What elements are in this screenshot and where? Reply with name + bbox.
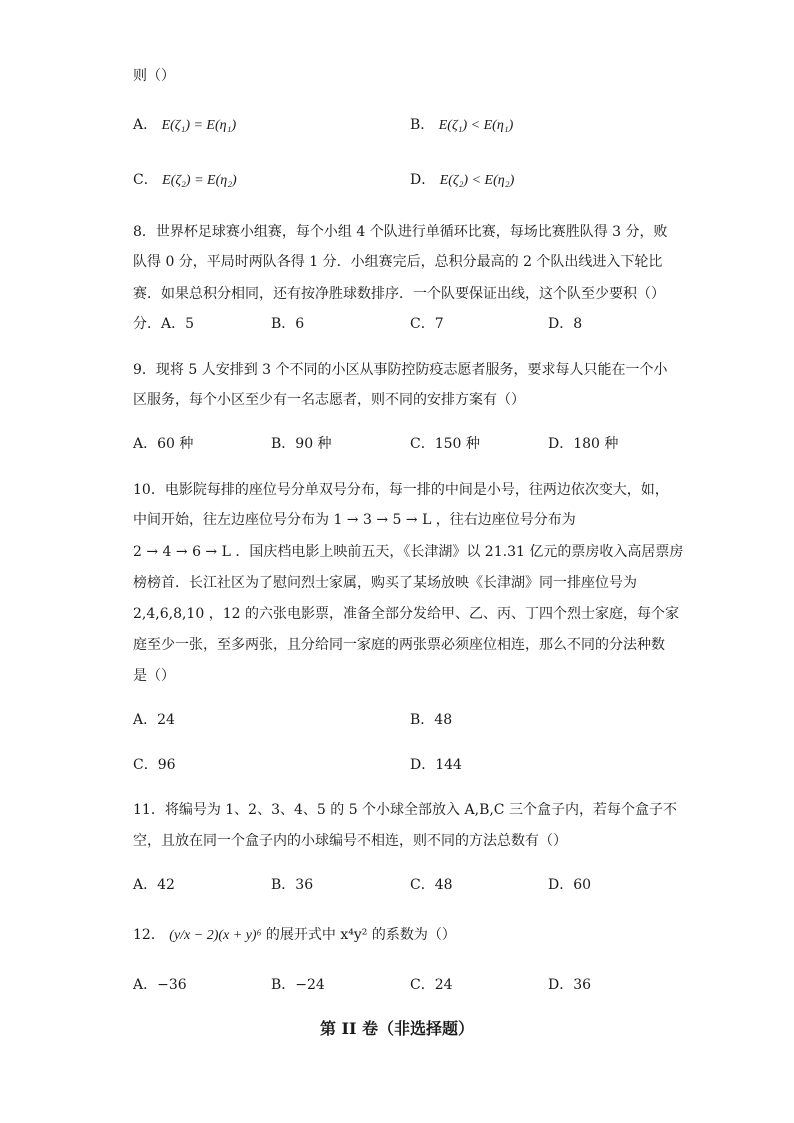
q9-option-c: C．150 种 [410,436,480,452]
q11-option-b: B．36 [271,877,314,893]
q11-option-c: C．48 [410,877,453,893]
q12-option-c: C．24 [410,977,453,993]
q8-line-3: 赛．如果总积分相同，还有按净胜球数排序．一个队要保证出线，这个队至少要积（） [133,286,665,302]
q8-option-b: B．6 [271,316,305,332]
q12-option-a: A．−36 [133,977,187,993]
q10-option-b: B．48 [410,712,453,728]
q7-option-b-expr: E(ζ₁) < E(η₁) [438,118,514,133]
q9-option-a: A．60 种 [133,436,194,452]
q10-option-a: A．24 [133,712,175,728]
q10-line-1: 10．电影院每排的座位号分单双号分布，每一排的中间是小号，往两边依次变大，如， [133,482,669,498]
q7-option-d [410,170,514,191]
q11-option-d: D．60 [548,877,592,893]
q7-option-b [410,115,513,136]
q9-option-b: B．90 种 [271,436,332,452]
q10-line-5: 2,4,6,8,10 ，12 的六张电影票，准备全部分发给甲、乙、丙、丁四个烈士家庭，每个家 [133,606,679,622]
q8-option-a: 分．A．5 [133,316,195,332]
q10-line-3: 2 → 4 → 6 → L ．国庆档电影上映前五天，《长津湖》以 21.31 亿元的票房收入高居票房 [133,544,684,560]
q7-option-d-expr: E(ζ₂) < E(η₂) [439,173,515,188]
q11-option-a: A．42 [133,877,175,893]
q7-option-a [133,115,236,136]
q8-line-1: 8．世界杯足球赛小组赛，每个小组 4 个队进行单循环比赛，每场比赛胜队得 3 分，败 [133,224,668,240]
q7-option-c [133,170,237,191]
q9-line-2: 区服务，每个小区至少有一名志愿者，则不同的安排方案有（） [133,392,525,408]
q10-option-d: D．144 [410,757,462,773]
q7-option-a-label: A． [133,117,158,133]
q12-suffix: 的展开式中 x⁴y² 的系数为（） [265,927,456,943]
q7-option-c-label: C． [133,172,158,188]
q12-option-b: B．−24 [271,977,325,993]
q7-option-b-label: B． [410,117,435,133]
q7-option-a-expr: E(ζ₁) = E(η₁) [161,118,237,133]
q10-line-6: 庭至少一张，至多两张，且分给同一家庭的两张票必须座位相连，那么不同的分法种数 [133,637,665,653]
section-title: 第 II 卷（非选择题） [319,1019,475,1038]
q7-tail: 则（） [133,68,175,84]
q12-option-d: D．36 [548,977,592,993]
q10-line-4: 榜榜首．长江社区为了慰问烈士家属，购买了某场放映《长津湖》同一排座位号为 [133,575,637,591]
q11-line-1: 11．将编号为 1、2、3、4、5 的 5 个小球全部放入 A,B,C 三个盒子内，若每个盒子不 [133,802,677,818]
q9-option-d: D．180 种 [548,436,619,452]
q11-line-2: 空，且放在同一个盒子内的小球编号不相连，则不同的方法总数有（） [133,833,567,849]
q7-option-c-expr: E(ζ₂) = E(η₂) [162,173,237,188]
q7-option-d-label: D． [410,172,436,188]
q12-line [133,925,456,946]
q10-line-2: 中间开始，往左边座位号分布为 1 → 3 → 5 → L ，往右边座位号分布为 [133,512,576,528]
q12-expression: (y/x − 2)(x + y)⁶ [169,928,262,943]
q10-line-7: 是（） [133,668,175,684]
q9-line-1: 9．现将 5 人安排到 3 个不同的小区从事防控防疫志愿者服务，要求每人只能在一个小 [133,362,668,378]
q8-option-d: D．8 [548,316,583,332]
q8-option-c: C．7 [410,316,444,332]
q8-line-2: 队得 0 分，平局时两队各得 1 分．小组赛完后，总积分最高的 2 个队出线进入下轮比 [133,254,663,270]
q12-number: 12． [133,927,165,943]
q10-option-c: C．96 [133,757,176,773]
